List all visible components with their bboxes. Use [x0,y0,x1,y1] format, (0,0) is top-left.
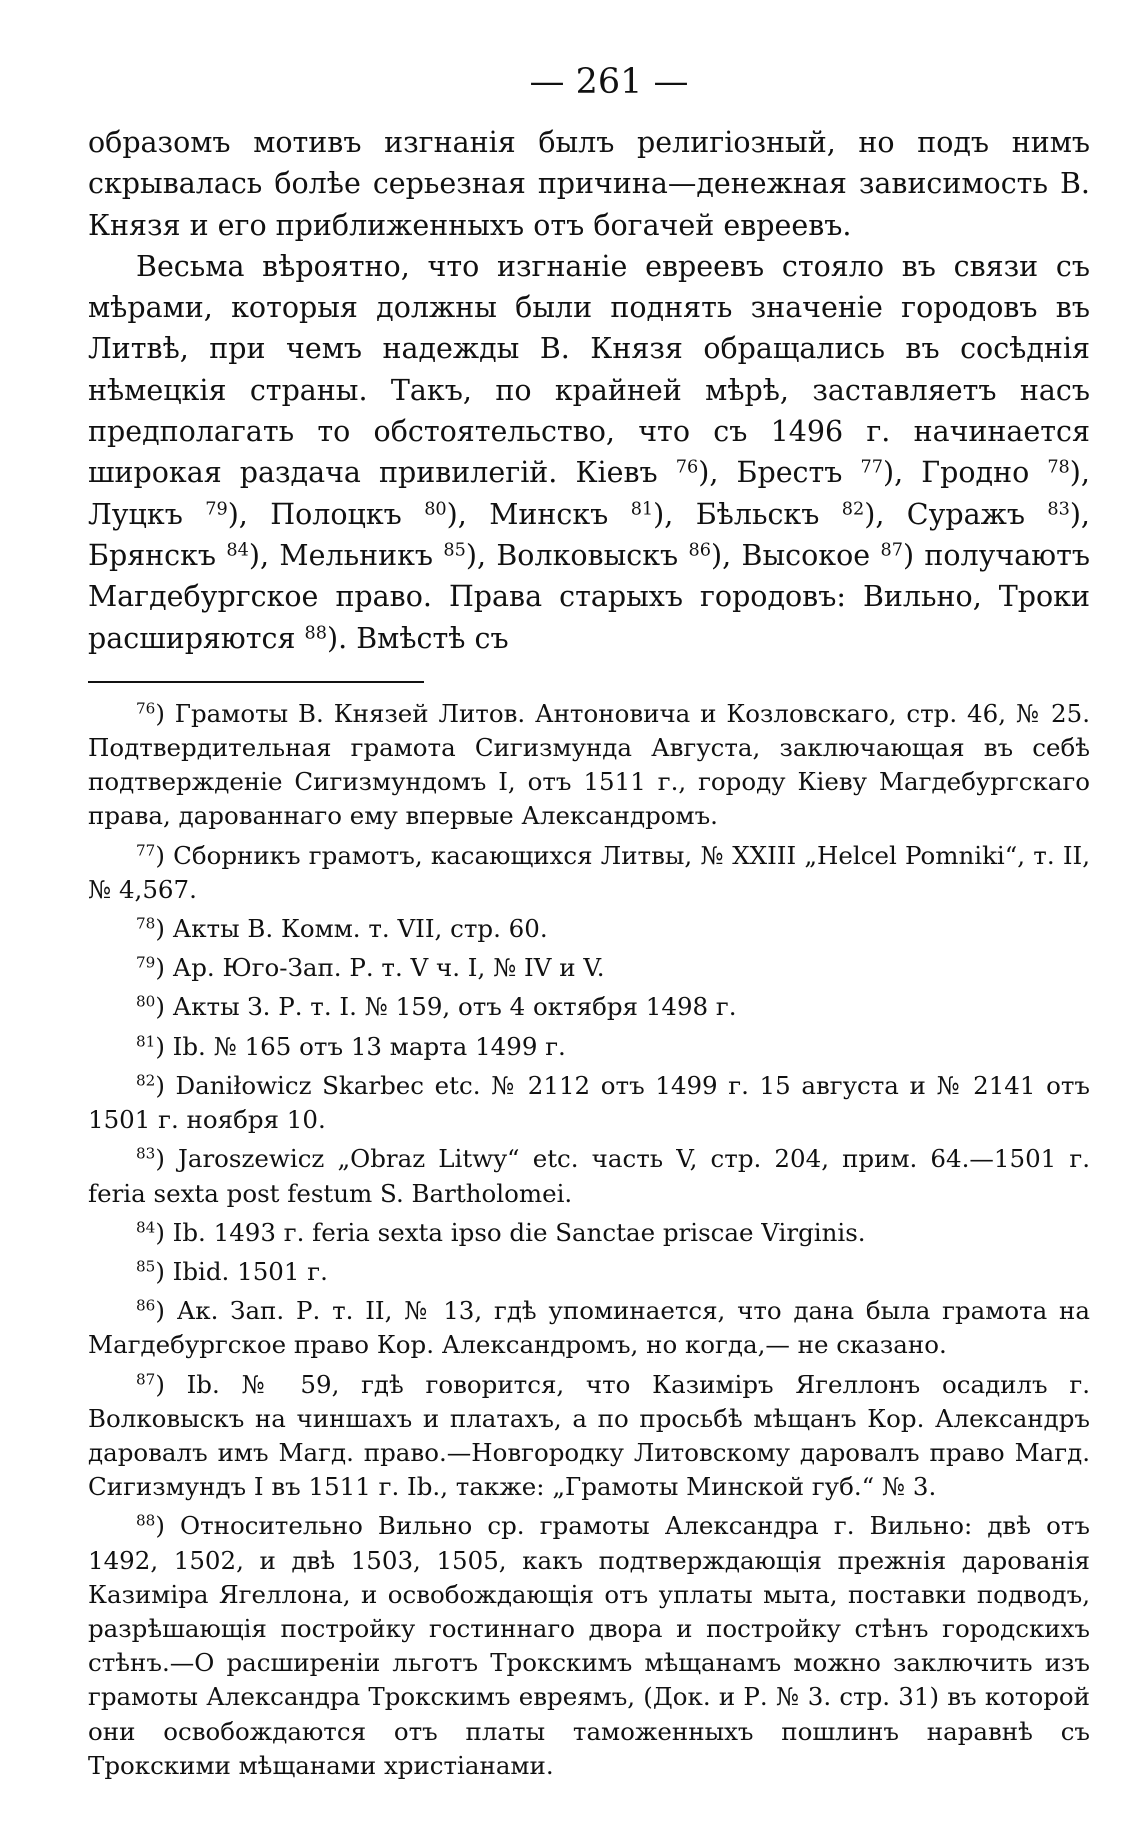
footnote-number: 78 [136,914,156,933]
footnote-ref-86[interactable]: 86 [688,540,711,561]
footnote-76 [88,697,1090,834]
text-run: ), Брянскъ [88,497,1090,572]
footnote-80 [88,990,1090,1024]
paragraph-1: образомъ мотивъ изгнанія былъ религіозный, но подъ нимъ скрывалась болѣе серьезная причина—денежная зависимость В. Князя и его приближенныхъ отъ богачей евреевъ. [88,126,1090,242]
footnotes [88,697,1090,1783]
footnote-number: 87 [136,1370,156,1389]
text-run: ), Волковыскъ [465,538,689,572]
footnote-text: ) Относительно Вильно ср. грамоты Александра г. Вильно: двѣ отъ 1492, 1502, и двѣ 1503, 1505, какъ подтверждающія прежнія дарованія Казиміра Ягеллона, и освобождающія отъ уплаты мыта, поставки подводъ, разрѣшающія постройку гостиннаго двора и постройку стѣнъ городскихъ стѣнъ.—О расширеніи льготъ Трокскимъ мѣщанамъ можно заключить изъ грамоты Александра Трокскимъ евреямъ, (Док. и Р. № 3. стр. 31) въ которой они освобождаются отъ платы таможенныхъ пошлинъ наравнѣ съ Трокскими мѣщанами христіанами. [88,1511,1090,1780]
footnote-number: 77 [136,841,156,860]
text-run: ), Бѣльскъ [653,497,842,531]
text-run: ), Высокое [711,538,881,572]
footnote-text: ) Ib. № 165 отъ 13 марта 1499 г. [155,1031,566,1061]
footnote-83 [88,1142,1090,1210]
footnote-number: 85 [136,1257,156,1276]
text-run: ), Минскъ [446,497,631,531]
footnote-text: ) Ар. Юго-Зап. Р. т. V ч. I, № IV и V. [155,953,605,983]
footnote-number: 86 [136,1296,156,1315]
footnote-ref-77[interactable]: 77 [860,457,883,478]
footnote-text: ) Daniłowicz Skarbec etc. № 2112 отъ 1499 г. 15 августа и № 2141 отъ 1501 г. ноября 10. [88,1070,1090,1135]
footnote-79 [88,951,1090,985]
text-run: Весьма вѣроятно, что изгнаніе евреевъ стояло въ связи съ мѣрами, которыя должны были поднять значеніе городовъ въ Литвѣ, при чемъ надежды В. Князя обращались въ сосѣднія нѣмецкія страны. Такъ, по крайней мѣрѣ, заставляетъ насъ предполагать то обстоятельство, что съ 1496 г. начинается широкая раздача привилегій. Кіевъ [88,249,1090,490]
footnote-text: ) Jaroszewicz „Obraz Litwy“ etc. часть V, стр. 204, прим. 64.—1501 г. feria sexta post festum S. Bartholomei. [88,1144,1090,1208]
footnote-84 [88,1216,1090,1250]
footnote-divider [88,681,424,683]
text-run: ), Луцкъ [88,456,1090,531]
text-run: ) получаютъ Магдебургское право. Права старыхъ городовъ: Вильно, Троки расширяются [88,538,1090,655]
footnote-text: ) Грамоты В. Князей Литов. Антоновича и Козловскаго, стр. 46, № 25. Подтвердительная грамота Сигизмунда Августа, заключающая въ себѣ подтвержденіе Сигизмундомъ I, отъ 1511 г., городу Кіеву Магдебургскаго права, дарованнаго ему впервые Александромъ. [88,698,1090,831]
footnote-85 [88,1255,1090,1289]
footnote-text: ) Ак. Зап. Р. т. II, № 13, гдѣ упоминается, что дана была грамота на Магдебургское право Кор. Александромъ, но когда,— не сказано. [88,1296,1090,1360]
text-run: ), Суражъ [864,497,1048,531]
footnote-text: ) Ib. 1493 г. feria sexta ipso die Sanctae priscae Virginis. [155,1217,866,1247]
text-run: ), Брестъ [698,456,861,490]
text-run: ), Гродно [882,456,1048,490]
footnote-text: ) Акты В. Комм. т. VII, стр. 60. [155,914,548,944]
footnote-88 [88,1509,1090,1783]
paragraph-2 [88,246,1090,659]
footnote-87 [88,1368,1090,1505]
text-run: ), Полоцкъ [227,497,425,531]
footnote-text: ) Акты З. Р. т. I. № 159, отъ 4 октября 1498 г. [155,992,737,1022]
footnote-ref-80[interactable]: 80 [424,498,447,519]
footnote-ref-82[interactable]: 82 [841,498,865,519]
footnote-82 [88,1069,1090,1137]
footnote-ref-76[interactable]: 76 [675,457,699,478]
footnote-text: ) Сборникъ грамотъ, касающихся Литвы, № XXIII „Helcel Pomniki“, т. II, № 4,567. [88,840,1090,904]
text-run: ). Вмѣстѣ съ [326,621,509,655]
footnote-ref-81[interactable]: 81 [630,498,654,519]
footnote-ref-85[interactable]: 85 [443,540,466,561]
footnote-ref-79[interactable]: 79 [205,498,228,519]
main-text [88,122,1090,659]
footnote-text: ) Ibid. 1501 г. [155,1256,328,1286]
footnote-ref-83[interactable]: 83 [1047,498,1070,519]
footnote-77 [88,839,1090,907]
footnote-number: 83 [136,1144,156,1163]
footnote-78 [88,912,1090,946]
page-number: — 261 — [529,62,689,102]
footnote-ref-84[interactable]: 84 [226,540,249,561]
footnote-86 [88,1294,1090,1362]
text-run: ), Мельникъ [248,538,444,572]
footnote-number: 82 [136,1071,156,1090]
footnote-number: 81 [136,1032,156,1051]
footnote-number: 80 [136,993,156,1012]
footnote-text: ) Ib. № 59, гдѣ говорится, что Казиміръ Ягеллонъ осадилъ г. Волковыскъ на чиншахъ и платахъ, а по просьбѣ мѣщанъ Кор. Александръ даровалъ имъ Магд. право.—Новгородку Литовскому даровалъ право Магд. Сигизмундъ I въ 1511 г. Ib., также: „Грамоты Минской губ.“ № 3. [88,1369,1090,1502]
footnote-number: 76 [136,699,156,718]
footnote-ref-78[interactable]: 78 [1047,457,1070,478]
footnote-ref-88[interactable]: 88 [304,622,327,643]
footnote-81 [88,1030,1090,1064]
footnote-ref-87[interactable]: 87 [880,540,903,561]
footnote-number: 88 [136,1511,156,1530]
footnote-number: 84 [136,1218,156,1237]
footnote-number: 79 [136,953,156,972]
